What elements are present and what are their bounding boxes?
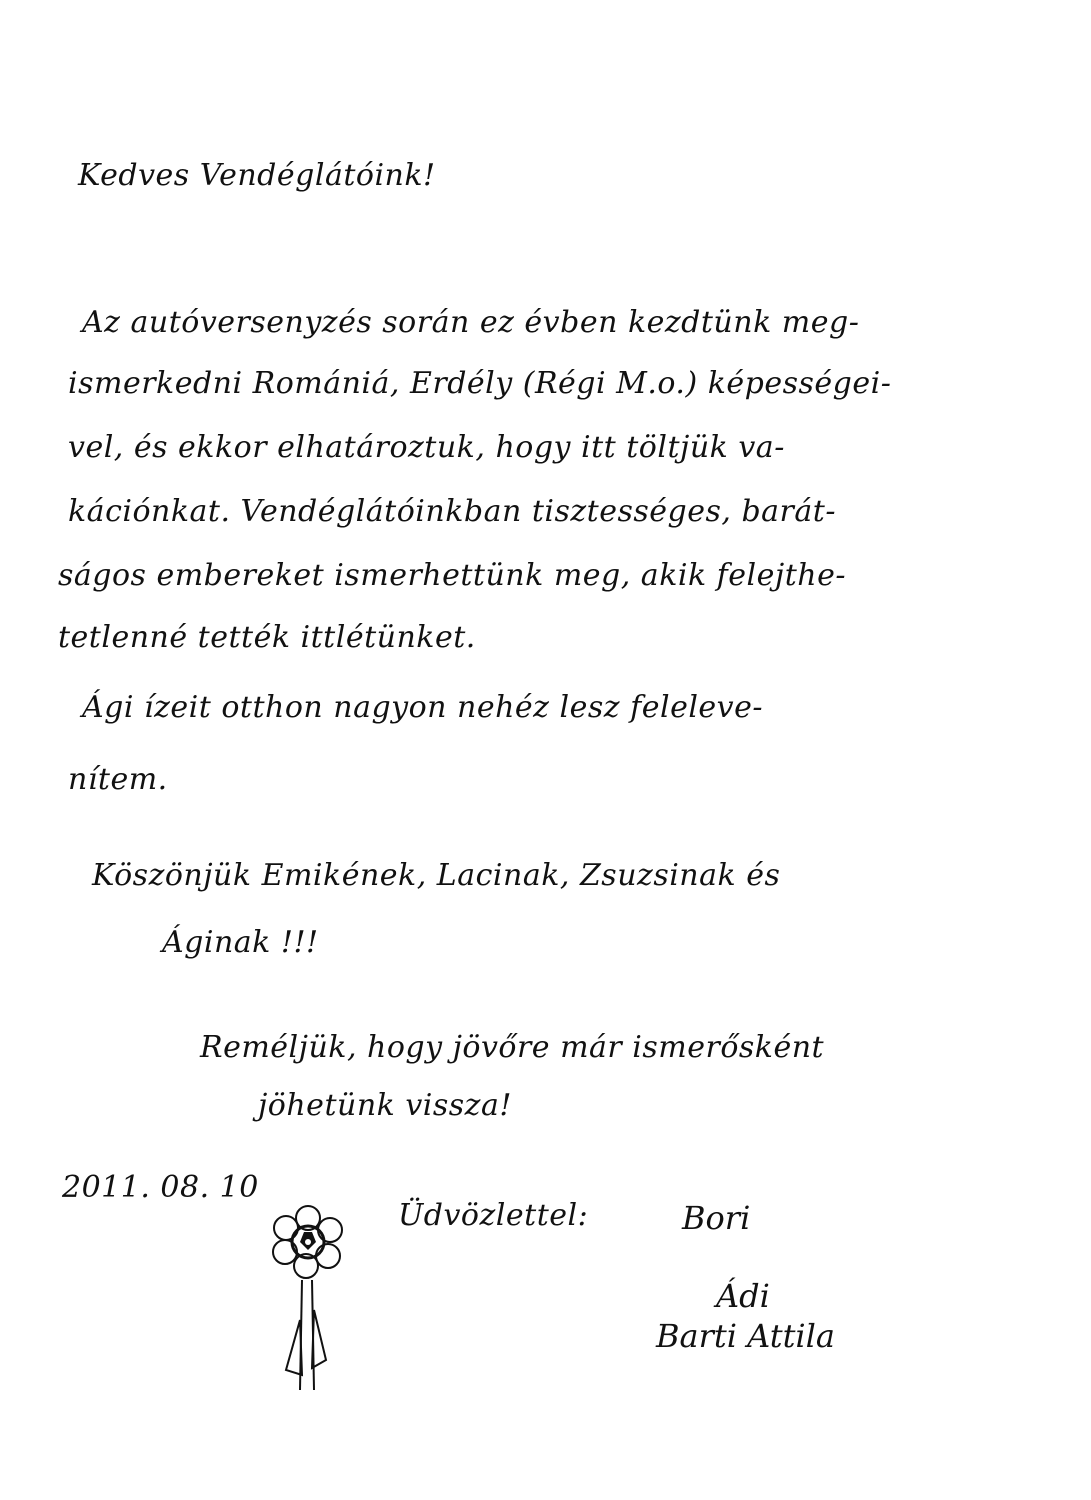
paragraph1-line-1: Az autóversenyzés során ez évben kezdtünk meg- <box>82 305 860 340</box>
paragraph1-line-4: kációnkat. Vendéglátóinkban tisztességes, barát- <box>68 494 836 529</box>
paragraph2-line-1: Ági ízeit otthon nagyon nehéz lesz feleleve- <box>82 690 764 725</box>
thanks-line-2: Áginak !!! <box>162 925 319 960</box>
salutation: Kedves Vendéglátóink! <box>78 158 436 193</box>
thanks-line-1: Köszönjük Emikének, Lacinak, Zsuzsinak és <box>92 858 781 893</box>
flower-doodle <box>268 1200 348 1400</box>
greeting: Üdvözlettel: <box>398 1198 589 1233</box>
signature-barti-attila: Barti Attila <box>656 1317 835 1355</box>
paragraph1-line-6: tetlenné tették ittlétünket. <box>58 620 476 655</box>
paragraph1-line-2: ismerkedni Romániá, Erdély (Régi M.o.) képességei- <box>68 366 892 401</box>
signature-bori: Bori <box>682 1199 751 1237</box>
paragraph1-line-3: vel, és ekkor elhatároztuk, hogy itt töltjük va- <box>68 430 785 465</box>
date: 2011. 08. 10 <box>62 1170 259 1205</box>
paragraph2-line-2: nítem. <box>68 762 168 797</box>
signature-adi: Ádi <box>716 1277 770 1315</box>
paragraph1-line-5: ságos embereket ismerhettünk meg, akik felejthe- <box>58 558 846 593</box>
closing-line-1: Reméljük, hogy jövőre már ismerősként <box>200 1030 825 1065</box>
closing-line-2: jöhetünk vissza! <box>258 1088 512 1123</box>
